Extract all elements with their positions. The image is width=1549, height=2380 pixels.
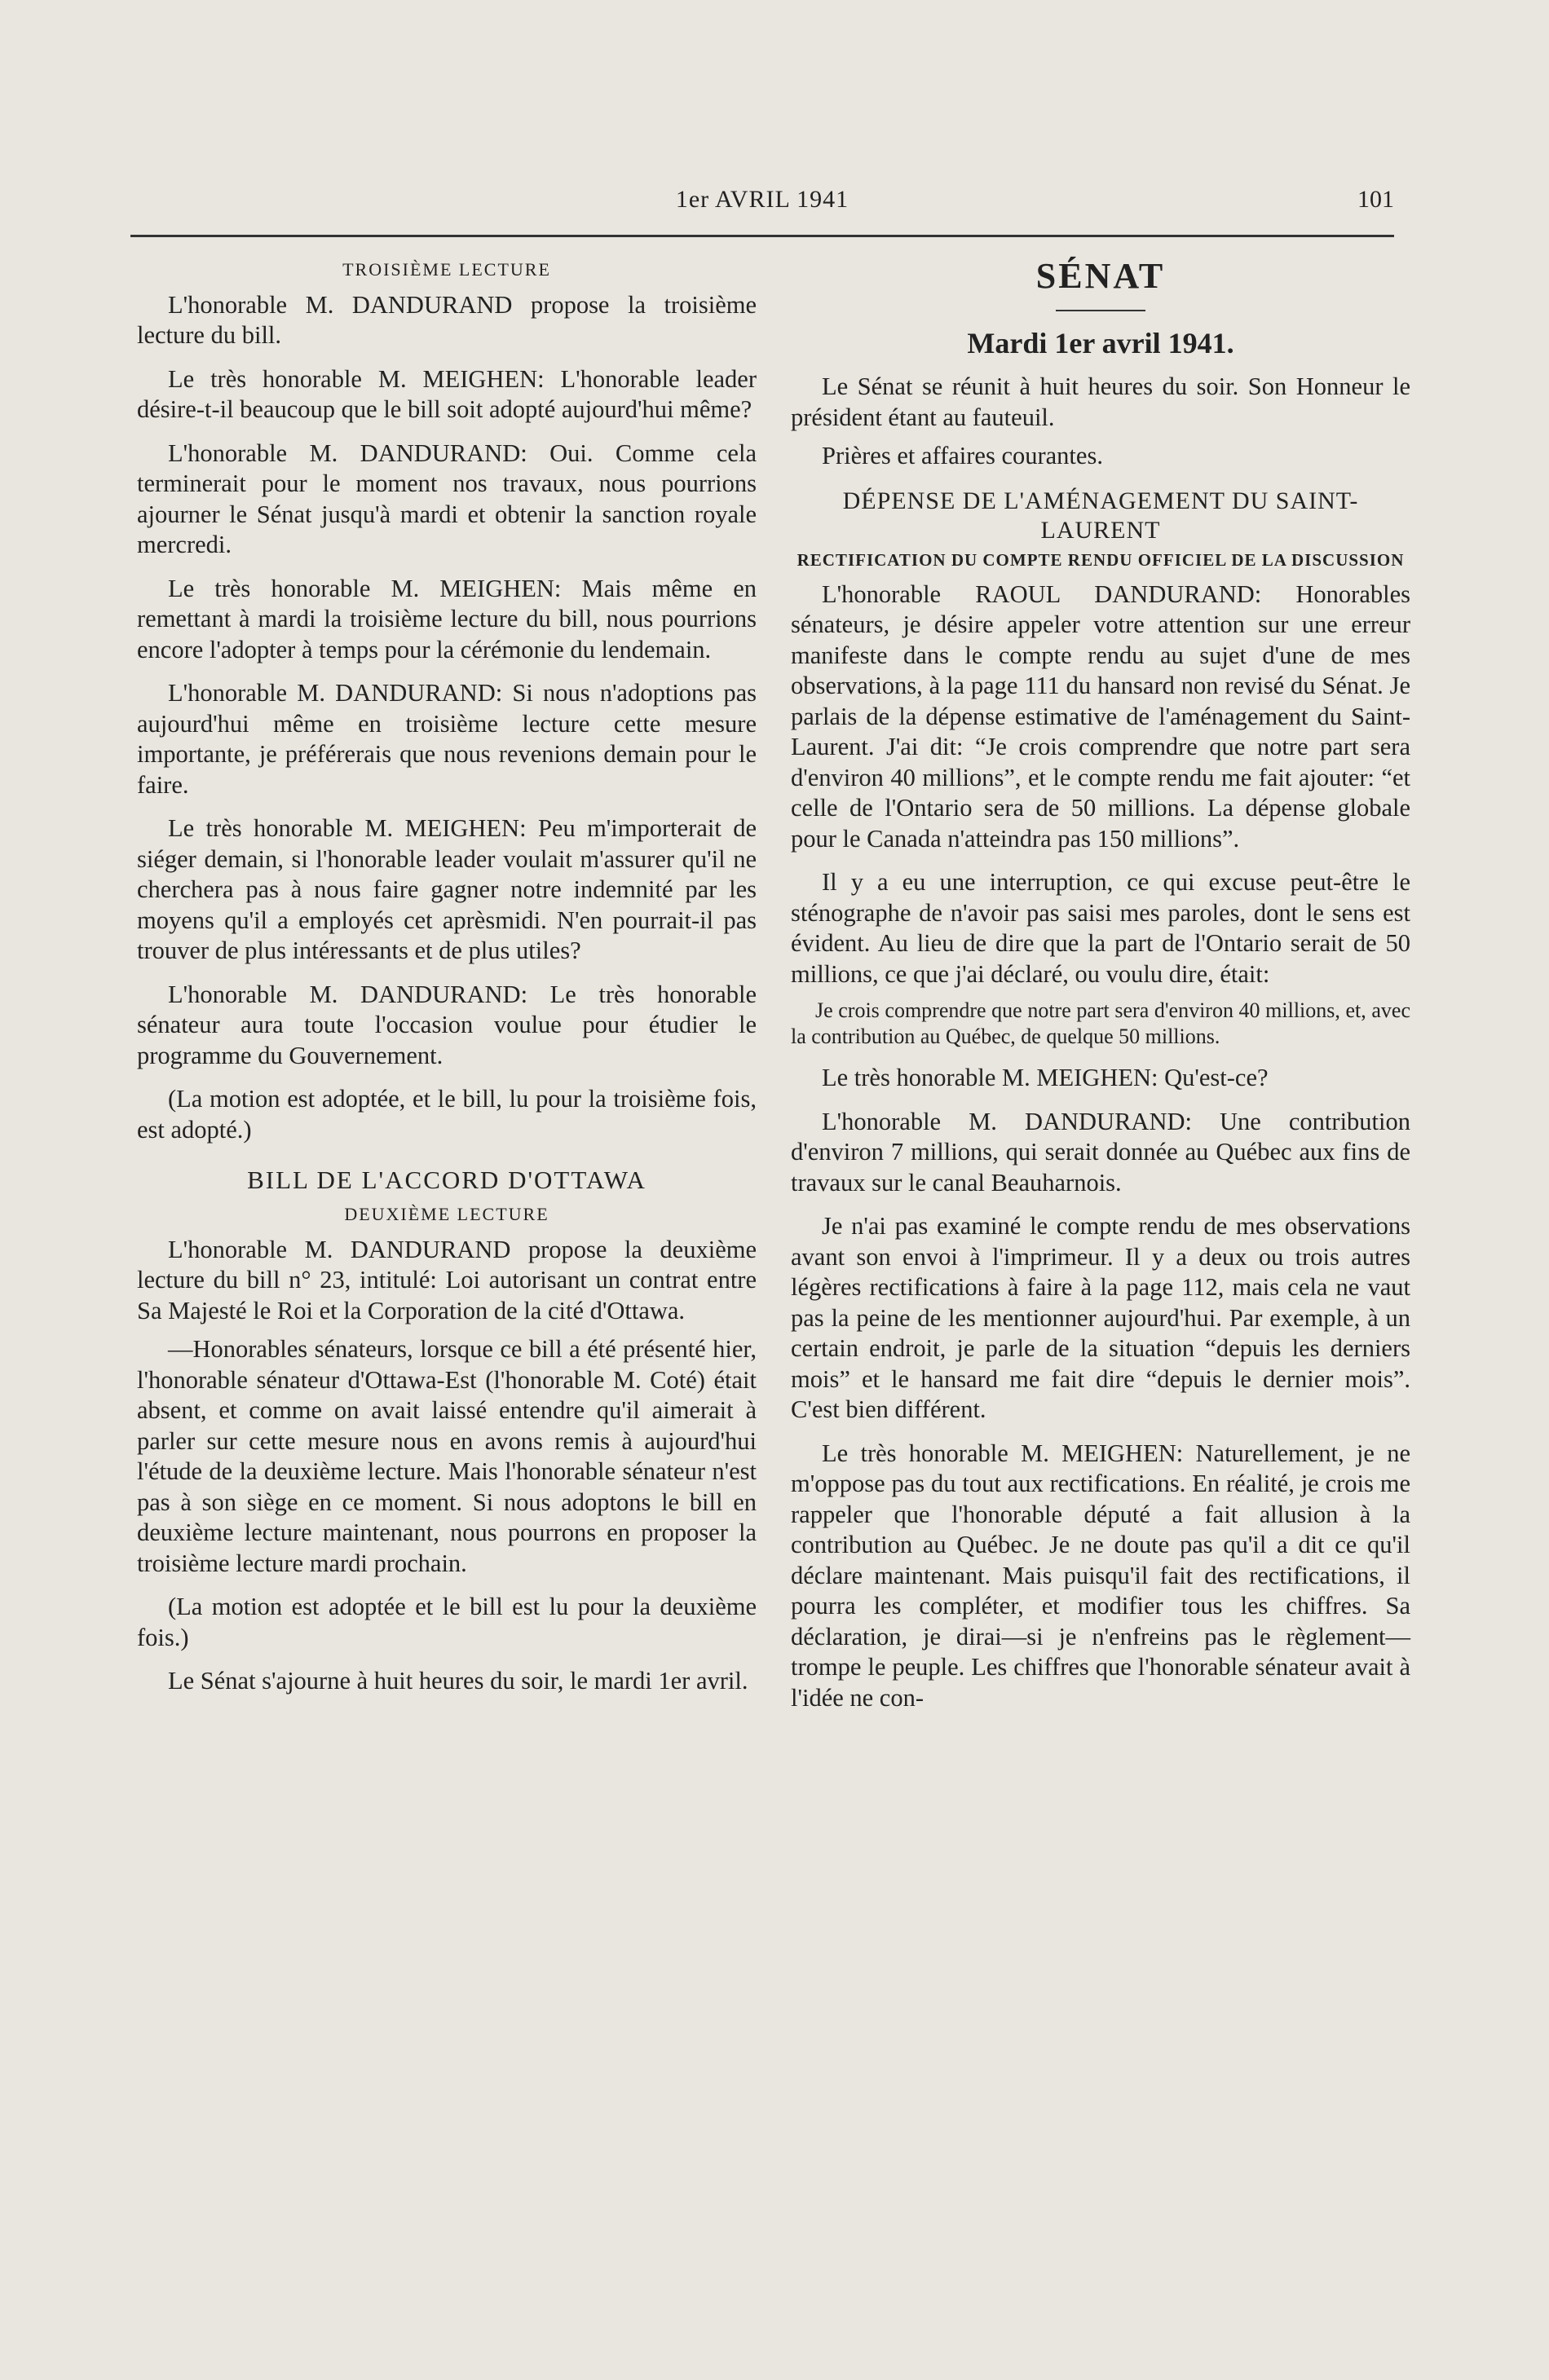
paragraph: (La motion est adoptée et le bill est lu pour la deuxième fois.)	[137, 1593, 757, 1651]
paragraph: L'honorable M. DANDURAND: Une contribution d'environ 7 millions, qui serait donnée au Québec aux fins de travaux sur le canal Beauharnois.	[791, 1107, 1410, 1197]
sitting-date: Mardi 1er avril 1941.	[967, 327, 1234, 359]
paragraph: —Honorables sénateurs, lorsque ce bill a été présenté hier, l'honorable sénateur d'Ottawa-Est (l'honorable M. Coté) était absent, et comme on avait laissé entendre qu'il aimerait à parler sur cette mesure nous en avons remis à aujourd'hui l'étude de la deuxième lecture. Mais l'honorable sénateur n'est pas à son siège en ce moment. Si nous adoptons le bill en deuxième lecture maintenant, nous pourrons en proposer la troisième lecture mardi prochain.	[137, 1335, 757, 1577]
paragraph: L'honorable M. DANDURAND: Le très honorable sénateur aura toute l'occasion voulue pour étudier le programme du Gouvernement.	[137, 980, 757, 1069]
heading-rectification: RECTIFICATION DU COMPTE RENDU OFFICIEL DE LA DISCUSSION	[797, 549, 1405, 570]
page-header	[130, 181, 1394, 222]
paragraph: Je n'ai pas examiné le compte rendu de mes observations avant son envoi à l'imprimeur. Il y a deux ou trois autres légères rectifications à faire à la page 112, mais cela ne vaut pas la peine de les mentionner aujourd'hui. Par exemple, à un certain endroit, je parle de la situation “depuis les derniers mois” et le hansard me fait dire “depuis le dernier mois”. C'est bien différent.	[791, 1212, 1410, 1423]
header-rule	[130, 235, 1394, 237]
paragraph: Il y a eu une interruption, ce qui excuse peut-être le sténographe de n'avoir pas saisi mes paroles, dont le sens est évident. Au lieu de dire que la part de l'Ontario serait de 50 millions, ce que j'ai déclaré, ou voulu dire, était:	[791, 868, 1410, 988]
paragraph: Le très honorable M. MEIGHEN: Qu'est-ce?	[822, 1064, 1269, 1091]
page-number: 101	[1357, 186, 1394, 213]
heading-deuxieme-lecture: DEUXIÈME LECTURE	[344, 1204, 549, 1224]
quotation: Je crois comprendre que notre part sera d'environ 40 millions, et, avec la contribution au Québec, de quelque 50 millions.	[791, 998, 1410, 1048]
right-column	[791, 254, 1410, 1721]
header-date: 1er AVRIL 1941	[675, 186, 850, 213]
paragraph: (La motion est adoptée, et le bill, lu pour la troisième fois, est adopté.)	[137, 1085, 757, 1144]
heading-troisieme-lecture: TROISIÈME LECTURE	[342, 259, 551, 280]
paragraph: Prières et affaires courantes.	[822, 442, 1103, 469]
paragraph: L'honorable RAOUL DANDURAND: Honorables sénateurs, je désire appeler votre attention sur une erreur manifeste dans le compte rendu au sujet d'une de mes observations, à la page 111 du hansard non revisé du Sénat. Je parlais de la dépense estimative de l'aménagement du Saint-Laurent. J'ai dit: “Je crois comprendre que notre part sera d'environ 40 millions”, et le compte rendu me fait ajouter: “et celle de l'Ontario sera de 50 millions. La dépense globale pour le Canada n'atteindra pas 150 millions”.	[791, 580, 1410, 853]
paragraph: L'honorable M. DANDURAND propose la deuxième lecture du bill n° 23, intitulé: Loi autorisant un contrat entre Sa Majesté le Roi et la Corporation de la cité d'Ottawa.	[137, 1235, 757, 1324]
heading-bill-accord-ottawa: BILL DE L'ACCORD D'OTTAWA	[247, 1166, 647, 1194]
section-rule	[1056, 310, 1145, 311]
left-column	[137, 254, 757, 1705]
paragraph: L'honorable M. DANDURAND: Oui. Comme cela terminerait pour le moment nos travaux, nous pourrions ajourner le Sénat jusqu'à mardi et obtenir la sanction royale mercredi.	[137, 439, 757, 558]
paragraph: Le très honorable M. MEIGHEN: Naturellement, je ne m'oppose pas du tout aux rectifications. En réalité, je crois me rappeler que l'honorable député a fait allusion à la contribution au Québec. Je ne doute pas qu'il a dit ce qu'il déclare maintenant. Mais puisqu'il fait des rectifications, il pourra les compléter, et modifier tous les chiffres. Sa déclaration, je dirai—si je n'enfreins pas le règlement—trompe le peuple. Les chiffres que l'honorable sénateur avait à l'idée ne con-	[791, 1439, 1410, 1712]
paragraph: L'honorable M. DANDURAND propose la troisième lecture du bill.	[137, 290, 757, 349]
paragraph: Le très honorable M. MEIGHEN: Mais même en remettant à mardi la troisième lecture du bill, nous pourrions encore l'adopter à temps pour la cérémonie du lendemain.	[137, 574, 757, 663]
heading-senat: SÉNAT	[1035, 256, 1166, 296]
paragraph: Le très honorable M. MEIGHEN: L'honorable leader désire-t-il beaucoup que le bill soit adopté aujourd'hui même?	[137, 364, 757, 423]
paragraph: L'honorable M. DANDURAND: Si nous n'adoptions pas aujourd'hui même en troisième lecture cette mesure importante, je préférerais que nous revenions demain pour le faire.	[137, 679, 757, 799]
paragraph: Le Sénat se réunit à huit heures du soir. Son Honneur le président étant au fauteuil.	[791, 372, 1410, 431]
paragraph: Le très honorable M. MEIGHEN: Peu m'importerait de siéger demain, si l'honorable leader voulait m'assurer qu'il ne cherchera pas à nous faire gagner notre indemnité par les moyens qu'il a employés cet aprèsmidi. N'en pourrait-il pas trouver de plus intéressants et de plus utiles?	[137, 814, 757, 964]
heading-depense-amenagement: DÉPENSE DE L'AMÉNAGEMENT DU SAINT-LAURENT	[842, 487, 1359, 544]
paragraph: Le Sénat s'ajourne à huit heures du soir, le mardi 1er avril.	[168, 1667, 748, 1695]
